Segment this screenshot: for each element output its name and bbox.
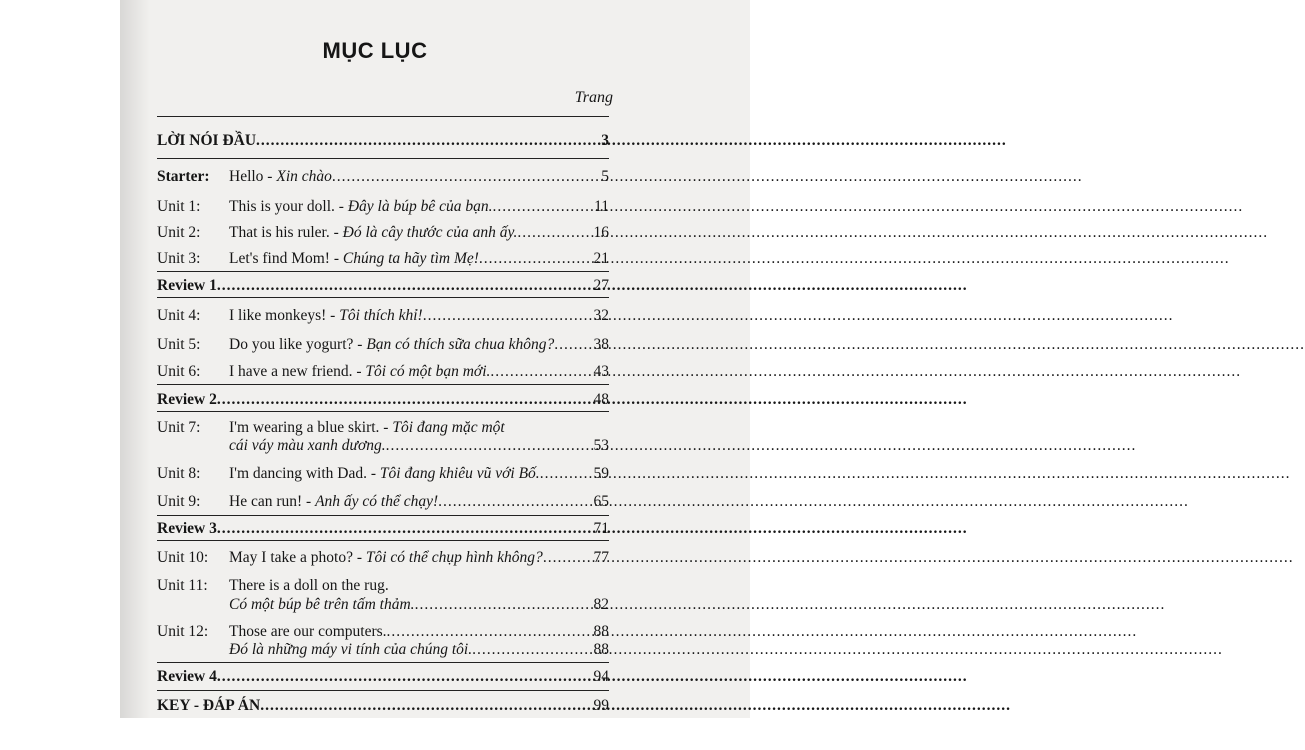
entry-title-en: I like monkeys! - xyxy=(229,307,340,324)
toc-entry-unit-11-continuation xyxy=(229,595,609,615)
entry-label: Review 2 xyxy=(157,391,217,408)
entry-title-vi xyxy=(229,595,415,615)
toc-entry-review-2 xyxy=(157,390,609,410)
entry-title-vi: Tôi có thể chụp hình không? xyxy=(365,549,543,566)
toc-entry-unit-7-continuation xyxy=(229,436,609,456)
toc-rule xyxy=(157,411,609,412)
entry-title-en: There is a doll on the rug. xyxy=(229,577,389,594)
dot-leader xyxy=(517,223,592,243)
entry-title-en: Let's find Mom! - xyxy=(229,250,343,267)
page-number: 16 xyxy=(593,224,609,241)
toc-entry-review-3 xyxy=(157,519,609,539)
entry-title-en: I'm dancing with Dad. - xyxy=(229,465,380,482)
toc-entry-unit-5 xyxy=(157,335,609,355)
entry-title-vi: Chúng ta hãy tìm Mẹ! xyxy=(342,250,479,267)
page-number: 43 xyxy=(593,363,609,380)
dot-leader xyxy=(438,492,592,512)
toc-rule xyxy=(157,662,609,663)
dot-leader xyxy=(543,548,593,568)
entry-title-vi-text: cái váy màu xanh dương. xyxy=(229,437,386,454)
page-number: 32 xyxy=(593,307,609,324)
entry-label: Review 4 xyxy=(157,668,217,685)
page-bottom-edge xyxy=(120,718,750,750)
toc-entry-key xyxy=(157,696,609,716)
entry-title-vi: Tôi thích khỉ! xyxy=(339,307,423,324)
dot-leader xyxy=(260,696,592,716)
toc-entry-unit-7 xyxy=(157,418,609,438)
page-number: 27 xyxy=(593,277,609,294)
entry-title-vi: Anh ấy có thể chạy! xyxy=(315,493,439,510)
entry-title xyxy=(229,362,490,382)
entry-title-en: May I take a photo? - xyxy=(229,549,366,566)
entry-label: Starter: xyxy=(157,168,210,185)
page-number: 94 xyxy=(593,668,609,685)
entry-title-vi: Đây là búp bê của bạn. xyxy=(347,198,493,215)
entry-label: Unit 11: xyxy=(157,577,208,594)
page-number: 88 xyxy=(593,623,609,640)
toc-rule xyxy=(157,158,609,159)
entry-label: Review 3 xyxy=(157,520,217,537)
entry-label: KEY - ĐÁP ÁN xyxy=(157,697,261,714)
page-number: 38 xyxy=(593,336,609,353)
dot-leader xyxy=(386,436,593,456)
toc-rule xyxy=(157,540,609,541)
entry-label: Unit 2: xyxy=(157,224,201,241)
entry-title-vi: Bạn có thích sữa chua không? xyxy=(366,336,555,353)
page-number: 99 xyxy=(593,697,609,714)
page-title: MỤC LỤC xyxy=(322,38,428,63)
dot-leader xyxy=(387,622,593,642)
dot-leader xyxy=(332,167,600,187)
dot-leader xyxy=(415,595,593,615)
entry-label: Unit 10: xyxy=(157,549,209,566)
entry-title-en: This is your doll. - xyxy=(229,198,348,215)
toc-entry-preface xyxy=(157,131,609,151)
entry-title-en: That is his ruler. - xyxy=(229,224,343,241)
entry-label: Unit 12: xyxy=(157,623,209,640)
entry-label: Unit 4: xyxy=(157,307,201,324)
entry-label: Unit 5: xyxy=(157,336,201,353)
entry-label: Unit 7: xyxy=(157,419,201,436)
dot-leader xyxy=(490,362,592,382)
spine-shadow xyxy=(120,0,150,750)
entry-title xyxy=(229,197,492,217)
entry-title-vi-text: Có một búp bê trên tấm thảm. xyxy=(229,596,415,613)
entry-title-vi: Tôi đang mặc một xyxy=(392,419,505,436)
toc-entry-unit-1 xyxy=(157,197,609,217)
entry-title xyxy=(229,306,423,326)
entry-title xyxy=(229,249,479,269)
dot-leader xyxy=(217,390,593,410)
toc-entry-starter xyxy=(157,167,609,187)
toc-rule xyxy=(157,690,609,691)
toc-entry-unit-12 xyxy=(157,622,609,642)
entry-title-vi xyxy=(229,640,472,660)
entry-title xyxy=(229,548,543,568)
entry-title-vi xyxy=(229,436,386,456)
dot-leader xyxy=(217,276,593,296)
entry-title-en: He can run! - xyxy=(229,493,316,510)
entry-title-vi-text: Đó là những máy vi tính của chúng tôi. xyxy=(229,641,473,658)
dot-leader xyxy=(217,519,593,539)
entry-label: Unit 3: xyxy=(157,250,201,267)
page-number: 5 xyxy=(601,168,609,185)
toc-entry-review-4 xyxy=(157,667,609,687)
page-number: 82 xyxy=(593,596,609,613)
page-number: 88 xyxy=(593,641,609,658)
entry-title-en: I have a new friend. - xyxy=(229,363,366,380)
toc-rule xyxy=(157,116,609,117)
dot-leader xyxy=(479,249,593,269)
dot-leader xyxy=(256,131,600,151)
toc-entry-unit-12-continuation xyxy=(229,640,609,660)
entry-title-en: Hello - xyxy=(229,168,277,185)
page-number: 77 xyxy=(593,549,609,566)
dot-leader xyxy=(492,197,593,217)
dot-leader xyxy=(540,464,593,484)
toc-entry-unit-4 xyxy=(157,306,609,326)
entry-title xyxy=(229,223,517,243)
toc-entry-unit-8 xyxy=(157,464,609,484)
page-column-label: Trang xyxy=(574,89,613,106)
dot-leader xyxy=(554,335,592,355)
dot-leader xyxy=(217,667,593,687)
toc-entry-unit-10 xyxy=(157,548,609,568)
entry-label: LỜI NÓI ĐẦU xyxy=(157,132,257,149)
entry-title xyxy=(229,622,387,642)
entry-label: Review 1 xyxy=(157,277,217,294)
toc-entry-unit-6 xyxy=(157,362,609,382)
entry-label: Unit 8: xyxy=(157,465,201,482)
entry-title-en: Those are our computers. xyxy=(229,623,387,640)
toc-entry-unit-3 xyxy=(157,249,609,269)
entry-title-vi: Tôi đang khiêu vũ với Bố. xyxy=(379,465,540,482)
entry-title xyxy=(229,576,389,596)
page-number: 53 xyxy=(593,437,609,454)
page-number: 65 xyxy=(593,493,609,510)
toc-rule xyxy=(157,515,609,516)
toc-entry-unit-9 xyxy=(157,492,609,512)
toc-entry-unit-11 xyxy=(157,576,609,596)
page-number: 3 xyxy=(601,132,609,149)
toc-entry-unit-2 xyxy=(157,223,609,243)
entry-title-en: Do you like yogurt? - xyxy=(229,336,367,353)
entry-title-vi: Đó là cây thước của anh ấy. xyxy=(342,224,518,241)
entry-title-en: I'm wearing a blue skirt. - xyxy=(229,419,393,436)
entry-title xyxy=(229,418,505,438)
entry-title xyxy=(229,464,540,484)
dot-leader xyxy=(472,640,592,660)
toc-rule xyxy=(157,297,609,298)
entry-label: Unit 1: xyxy=(157,198,201,215)
page-number: 71 xyxy=(593,520,609,537)
entry-title xyxy=(229,167,332,187)
page-number: 59 xyxy=(593,465,609,482)
toc-entry-review-1 xyxy=(157,276,609,296)
page-number: 48 xyxy=(593,391,609,408)
entry-label: Unit 6: xyxy=(157,363,201,380)
page-number: 21 xyxy=(593,250,609,267)
entry-title-vi: Xin chào xyxy=(276,168,332,185)
toc-rule xyxy=(157,384,609,385)
dot-leader xyxy=(423,306,593,326)
entry-title-vi: Tôi có một bạn mới. xyxy=(365,363,491,380)
entry-title xyxy=(229,492,438,512)
entry-label: Unit 9: xyxy=(157,493,201,510)
toc-rule xyxy=(157,271,609,272)
entry-title xyxy=(229,335,554,355)
page-number: 11 xyxy=(594,198,609,215)
